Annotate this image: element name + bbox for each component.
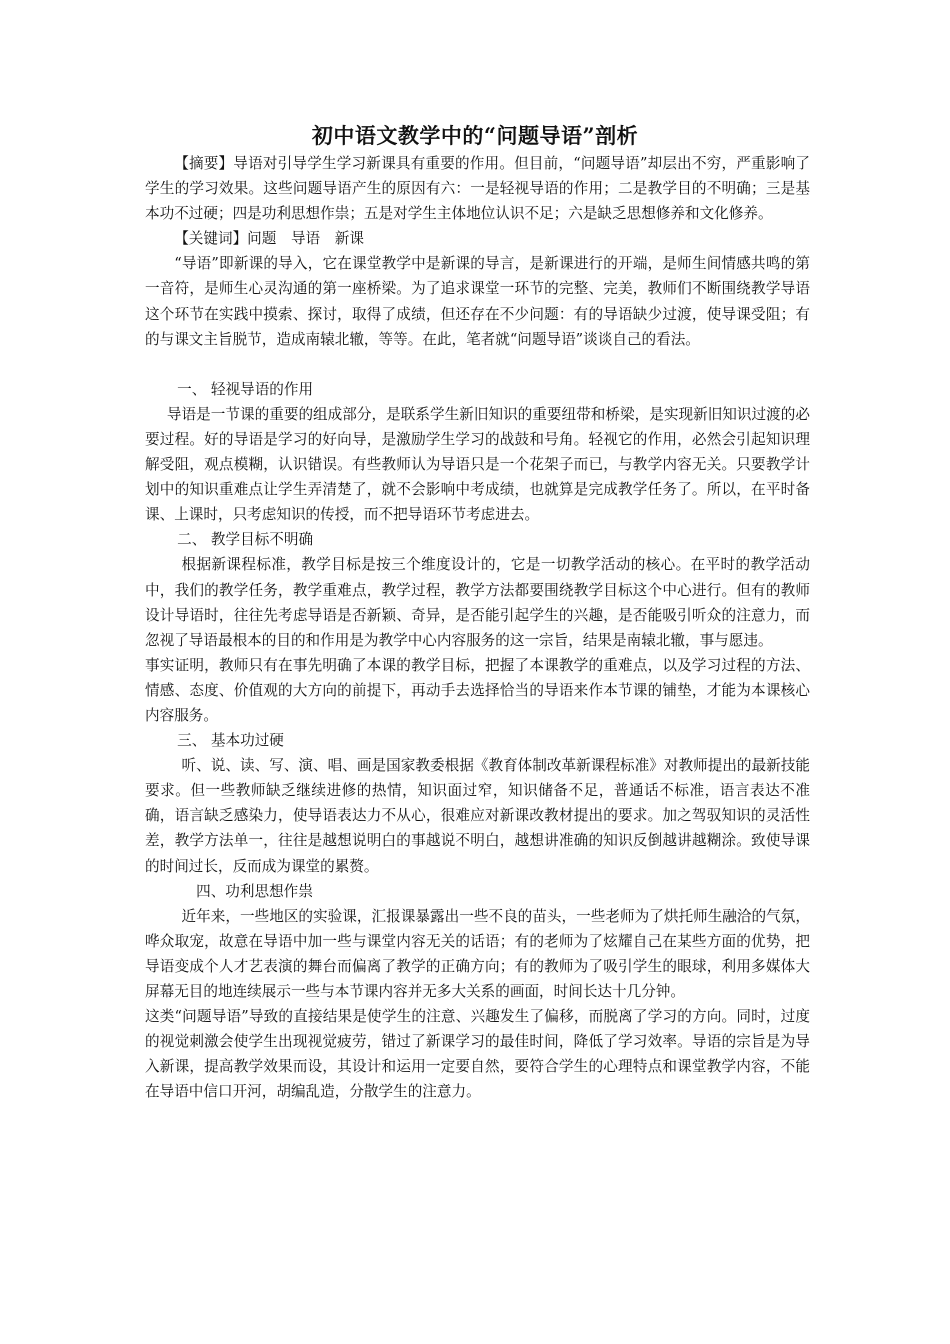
section-4-heading: 四、功利思想作祟 [196,882,313,900]
keywords-line: 【关键词】问题 导语 新课 [174,230,364,248]
section-3-heading: 三、 基本功过硬 [177,732,284,750]
section-4-paragraph-2: 这类“问题导语”导致的直接结果是使学生的注意、兴趣发生了偏移，而脱离了学习的方向。同时，过度的视觉刺激会使学生出现视觉疲劳，错过了新课学习的最佳时间，降低了学习效率。导语的宗旨是为导入新课，提高教学效果而设，其设计和运用一定要自然，要符合学生的心理特点和课堂教学内容，不能在导语中信口开河，胡编乱造，分散学生的注意力。 [145,1008,810,1101]
section-3-paragraph: 听、说、读、写、演、唱、画是国家教委根据《教育体制改革新课程标准》对教师提出的最新技能要求。但一些教师缺乏继续进修的热情，知识面过窄，知识储备不足，普通话不标准，语言表达不准确，语言缺乏感染力，使导语表达力不从心，很难应对新课改教材提出的要求。加之驾驭知识的灵活性差，教学方法单一，往往是越想说明白的事越说不明白，越想讲准确的知识反倒越讲越糊涂。致使导课的时间过长，反而成为课堂的累赘。 [145,757,810,875]
abstract-paragraph: 【摘要】导语对引导学生学习新课具有重要的作用。但目前，“问题导语”却层出不穷，严重影响了学生的学习效果。这些问题导语产生的原因有六：一是轻视导语的作用；二是教学目的不明确；三是基本功不过硬；四是功利思想作祟；五是对学生主体地位认识不足；六是缺乏思想修养和文化修养。 [145,155,810,223]
section-2-paragraph-1: 根据新课程标准，教学目标是按三个维度设计的，它是一切教学活动的核心。在平时的教学活动中，我们的教学任务，教学重难点，教学过程，教学方法都要围绕教学目标这个中心进行。但有的教师设计导语时，往往先考虑导语是否新颖、奇异，是否能引起学生的兴趣，是否能吸引听众的注意力，而忽视了导语最根本的目的和作用是为教学中心内容服务的这一宗旨，结果是南辕北辙，事与愿违。 [145,556,810,649]
document-body [145,151,810,1104]
section-1-heading: 一、 轻视导语的作用 [177,380,314,398]
section-2-heading: 二、 教学目标不明确 [177,531,314,549]
section-4-paragraph-1: 近年来，一些地区的实验课，汇报课暴露出一些不良的苗头，一些老师为了烘托师生融洽的气氛，哗众取宠，故意在导语中加一些与课堂内容无关的话语；有的老师为了炫耀自己在某些方面的优势，把导语变成个人才艺表演的舞台而偏离了教学的正确方向；有的教师为了吸引学生的眼球，利用多媒体大屏幕无目的地连续展示一些与本节课内容并无多大关系的画面，时间长达十几分钟。 [145,907,810,1000]
section-1-paragraph: 导语是一节课的重要的组成部分，是联系学生新旧知识的重要纽带和桥梁，是实现新旧知识过渡的必要过程。好的导语是学习的好向导，是激励学生学习的战鼓和号角。轻视它的作用，必然会引起知识理解受阻，观点模糊，认识错误。有些教师认为导语只是一个花架子而已，与教学内容无关。只要教学计划中的知识重难点让学生弄清楚了，就不会影响中考成绩，也就算是完成教学任务了。所以，在平时备课、上课时，只考虑知识的传授，而不把导语环节考虑进去。 [145,405,810,524]
spacer [145,352,810,377]
section-2-paragraph-2: 事实证明，教师只有在事先明确了本课的教学目标，把握了本课教学的重难点，以及学习过程的方法、情感、态度、价值观的大方向的前提下，再动手去选择恰当的导语来作本节课的铺垫，才能为本课核心内容服务。 [145,656,810,724]
document-title: 初中语文教学中的“问题导语”剖析 [311,123,639,148]
intro-paragraph: “导语”即新课的导入，它在课堂教学中是新课的导言，是新课进行的开端，是师生间情感共鸣的第一音符，是师生心灵沟通的第一座桥梁。为了追求课堂一环节的完整、完美，教师们不断围绕教学导语这个环节在实践中摸索、探讨，取得了成绩，但还存在不少问题：有的导语缺少过渡，使导课受阻；有的与课文主旨脱节，造成南辕北辙，等等。在此，笔者就“问题导语”谈谈自己的看法。 [145,255,810,348]
